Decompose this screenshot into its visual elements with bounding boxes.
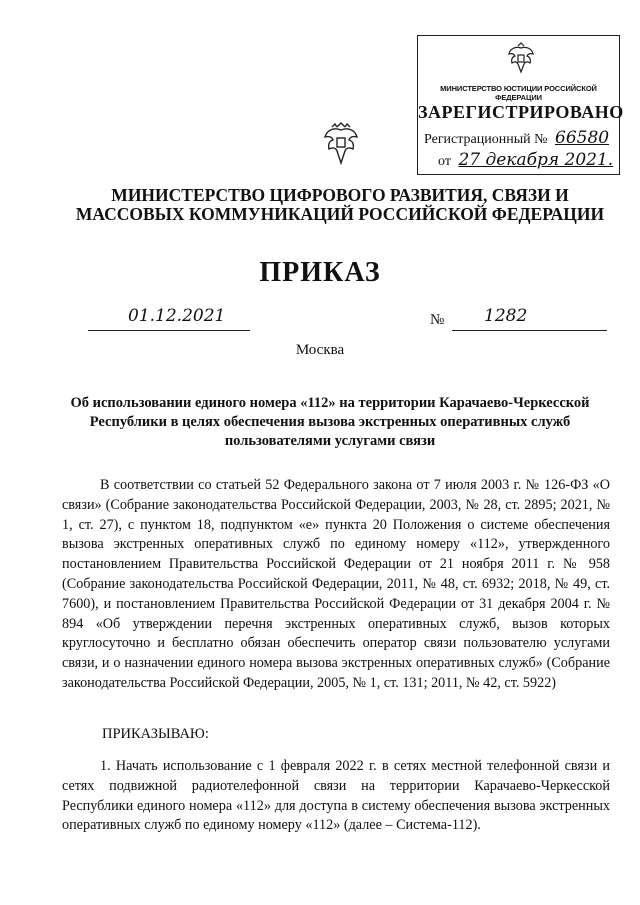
coat-of-arms-icon <box>323 121 359 167</box>
stamp-date-prefix: от <box>438 154 451 169</box>
document-title: Об использовании единого номера «112» на территории Карачаево-Черкесской Республики в целях обеспечения вызова экстренных оперативных служб пользователями услугами связи <box>70 395 590 449</box>
stamp-date <box>438 150 613 170</box>
order-number-line <box>452 306 607 331</box>
orders-heading: ПРИКАЗЫВАЮ: <box>102 726 209 742</box>
document-type: ПРИКАЗ <box>259 257 381 288</box>
preamble-paragraph: В соответствии со статьей 52 Федерального закона от 7 июля 2003 г. № 126-ФЗ «О связи» (Собрание законодательства Российской Федерации, 2003, № 28, ст. 2895; 2021, № 1, ст. 27), с пунктом 18, подпунктом «е» пункта 20 Положения о системе обеспечения вызова экстренных оперативных служб по единому номеру «112», утвержденного постановлением Правительства Российской Федерации от 21 ноября 2011 г. № 958 (Собрание законодательства Российской Федерации, 2011, № 48, ст. 6932; 2018, № 49, ст. 7600), и постановлением Правительства Российской Федерации от 31 декабря 2004 г. № 894 «Об утверждении перечня экстренных оперативных служб, вызов которых круглосуточно и бесплатно обязан обеспечить оператор связи пользователю услугами связи, и о назначении единого номера вызова экстренных оперативных служб» (Собрание законодательства Российской Федерации, 2005, № 1, ст. 131; 2011, № 42, ст. 5922) <box>62 477 610 691</box>
city: Москва <box>295 342 345 358</box>
stamp-ministry: МИНИСТЕРСТВО ЮСТИЦИИ РОССИЙСКОЙ ФЕДЕРАЦИИ <box>440 84 597 102</box>
coat-of-arms-icon <box>506 42 536 76</box>
stamp-regno-value: 66580 <box>555 128 610 148</box>
order-number-label: № <box>430 312 445 328</box>
stamp-date-value: 27 декабря 2021. <box>458 150 614 170</box>
registration-stamp <box>417 35 624 175</box>
stamp-registered: ЗАРЕГИСТРИРОВАНО <box>418 102 624 122</box>
ministry-name: МИНИСТЕРСТВО ЦИФРОВОГО РАЗВИТИЯ, СВЯЗИ И МАССОВЫХ КОММУНИКАЦИЙ РОССИЙСКОЙ ФЕДЕРАЦИИ <box>75 185 605 224</box>
order-number: 1282 <box>484 306 528 326</box>
stamp-regno-label: Регистрационный № <box>424 132 548 147</box>
clause-1-paragraph: 1. Начать использование с 1 февраля 2022 г. в сетях местной телефонной связи и сетях подвижной радиотелефонной связи на территории Карачаево-Черкесской Республики единого номера «112» для доступа в систему обеспечения вызова экстренных оперативных служб по единому номеру «112» (далее – Система-112). <box>62 758 610 834</box>
order-date-line <box>88 306 250 331</box>
stamp-regno <box>424 128 609 148</box>
order-date: 01.12.2021 <box>128 306 226 326</box>
